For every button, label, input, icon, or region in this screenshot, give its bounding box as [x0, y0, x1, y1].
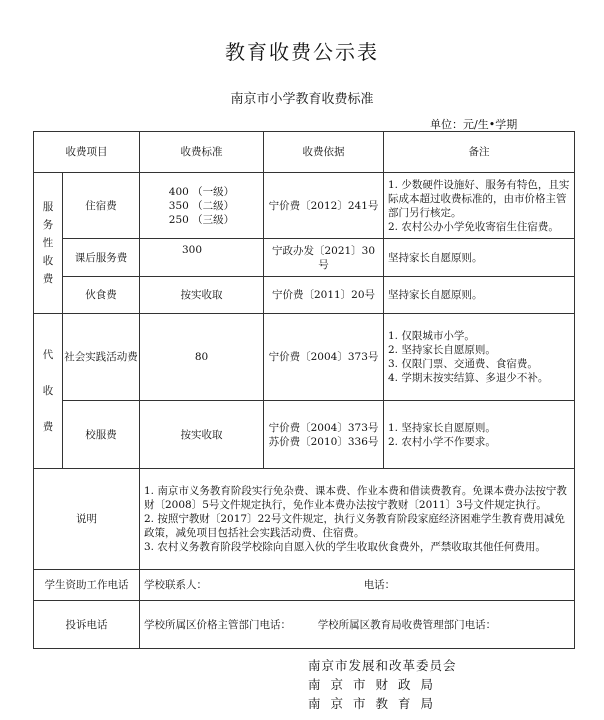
issuer-finance: 南京市财政局 [308, 677, 444, 692]
aid-phone: 电话： [363, 579, 396, 591]
unit-label: 单位：元/生•学期 [430, 118, 518, 131]
table-header-row [34, 132, 575, 173]
complaint-edu-dept: 学校所属区教育局收费管理部门电话： [317, 618, 497, 631]
complaint-price-dept: 学校所属区价格主管部门电话： [144, 618, 291, 631]
table-row [34, 401, 575, 469]
page-title: 教育收费公示表 [225, 40, 379, 64]
social-practice-standard: 80 [140, 314, 264, 401]
issuer-ndrc: 南京市发展和改革委员会 [308, 658, 457, 673]
table-row [34, 570, 575, 601]
note-item: 1. 仅限城市小学。 [388, 330, 475, 342]
group-proxy-label: 代 收 费 [34, 314, 63, 469]
explanation-item: 2. 按照宁教财〔2017〕22号文件规定，执行义务教育阶段家庭经济困难学生教育费用减免政策，减免项目包括社会实践活动费、住宿费。 [144, 513, 565, 539]
after-school-basis: 宁政办发〔2021〕30号 [264, 239, 384, 277]
lodging-level: 250 （三级） [168, 213, 235, 226]
complaint-phone-label: 投诉电话 [34, 601, 140, 649]
explanation-label: 说明 [34, 469, 140, 570]
header-item: 收费项目 [34, 132, 140, 173]
meals-name: 伙食费 [63, 277, 140, 314]
lodging-level: 400 （一级） [168, 185, 235, 198]
aid-contact: 学校联系人： [144, 579, 207, 591]
explanation-item: 3. 农村义务教育阶段学校除向自愿入伙的学生收取伙食费外，严禁收取其他任何费用。 [144, 541, 546, 553]
lodging-level: 350 （二级） [168, 199, 235, 212]
after-school-name: 课后服务费 [63, 239, 140, 277]
meals-notes: 坚持家长自愿原则。 [384, 277, 575, 314]
note-item: 2. 坚持家长自愿原则。 [388, 344, 496, 356]
aid-phone-values [140, 570, 575, 601]
meals-standard: 按实收取 [140, 277, 264, 314]
header-basis: 收费依据 [264, 132, 384, 173]
note-item: 1. 坚持家长自愿原则。 [388, 421, 496, 434]
table-row [34, 239, 575, 277]
lodging-notes [384, 173, 575, 239]
note-item: 2. 农村小学不作要求。 [388, 435, 496, 448]
uniform-basis-line: 宁价费〔2004〕373号 [268, 421, 379, 434]
uniform-name: 校服费 [63, 401, 140, 469]
explanation-text [140, 469, 575, 570]
page-subtitle: 南京市小学教育收费标准 [230, 92, 374, 107]
table-row [34, 469, 575, 570]
uniform-notes [384, 401, 575, 469]
note-item: 4. 学期末按实结算、多退少不补。 [388, 372, 549, 384]
table-row [34, 277, 575, 314]
note-item: 2. 农村公办小学免收寄宿生住宿费。 [388, 220, 559, 233]
issuer-education: 南京市教育局 [308, 696, 444, 711]
social-practice-name: 社会实践活动费 [63, 314, 140, 401]
fee-table [33, 131, 575, 649]
group-service-label: 服 务 性 收 费 [34, 173, 63, 314]
lodging-standard [140, 173, 264, 239]
table-row [34, 314, 575, 401]
complaint-phone-values [140, 601, 575, 649]
aid-phone-label: 学生资助工作电话 [34, 570, 140, 601]
header-remarks: 备注 [384, 132, 575, 173]
table-row [34, 173, 575, 239]
table-row [34, 601, 575, 649]
social-practice-notes [384, 314, 575, 401]
lodging-basis: 宁价费〔2012〕241号 [264, 173, 384, 239]
note-item: 1. 少数硬件设施好、服务有特色，且实际成本超过收费标准的，由市价格主管部门另行核定。 [388, 178, 570, 219]
after-school-notes: 坚持家长自愿原则。 [384, 239, 575, 277]
explanation-item: 1. 南京市义务教育阶段实行免杂费、课本费、作业本费和借读费教育。免课本费办法按宁教财〔2008〕5号文件规定执行，免作业本费办法按宁教财〔2011〕3号文件规定执行。 [144, 485, 567, 511]
lodging-name: 住宿费 [63, 173, 140, 239]
header-standard: 收费标准 [140, 132, 264, 173]
after-school-standard: 300 [140, 239, 264, 277]
social-practice-basis: 宁价费〔2004〕373号 [264, 314, 384, 401]
meals-basis: 宁价费〔2011〕20号 [264, 277, 384, 314]
uniform-standard: 按实收取 [140, 401, 264, 469]
note-item: 3. 仅限门票、交通费、食宿费。 [388, 358, 538, 370]
uniform-basis-line: 苏价费〔2010〕336号 [268, 435, 379, 448]
uniform-basis [264, 401, 384, 469]
